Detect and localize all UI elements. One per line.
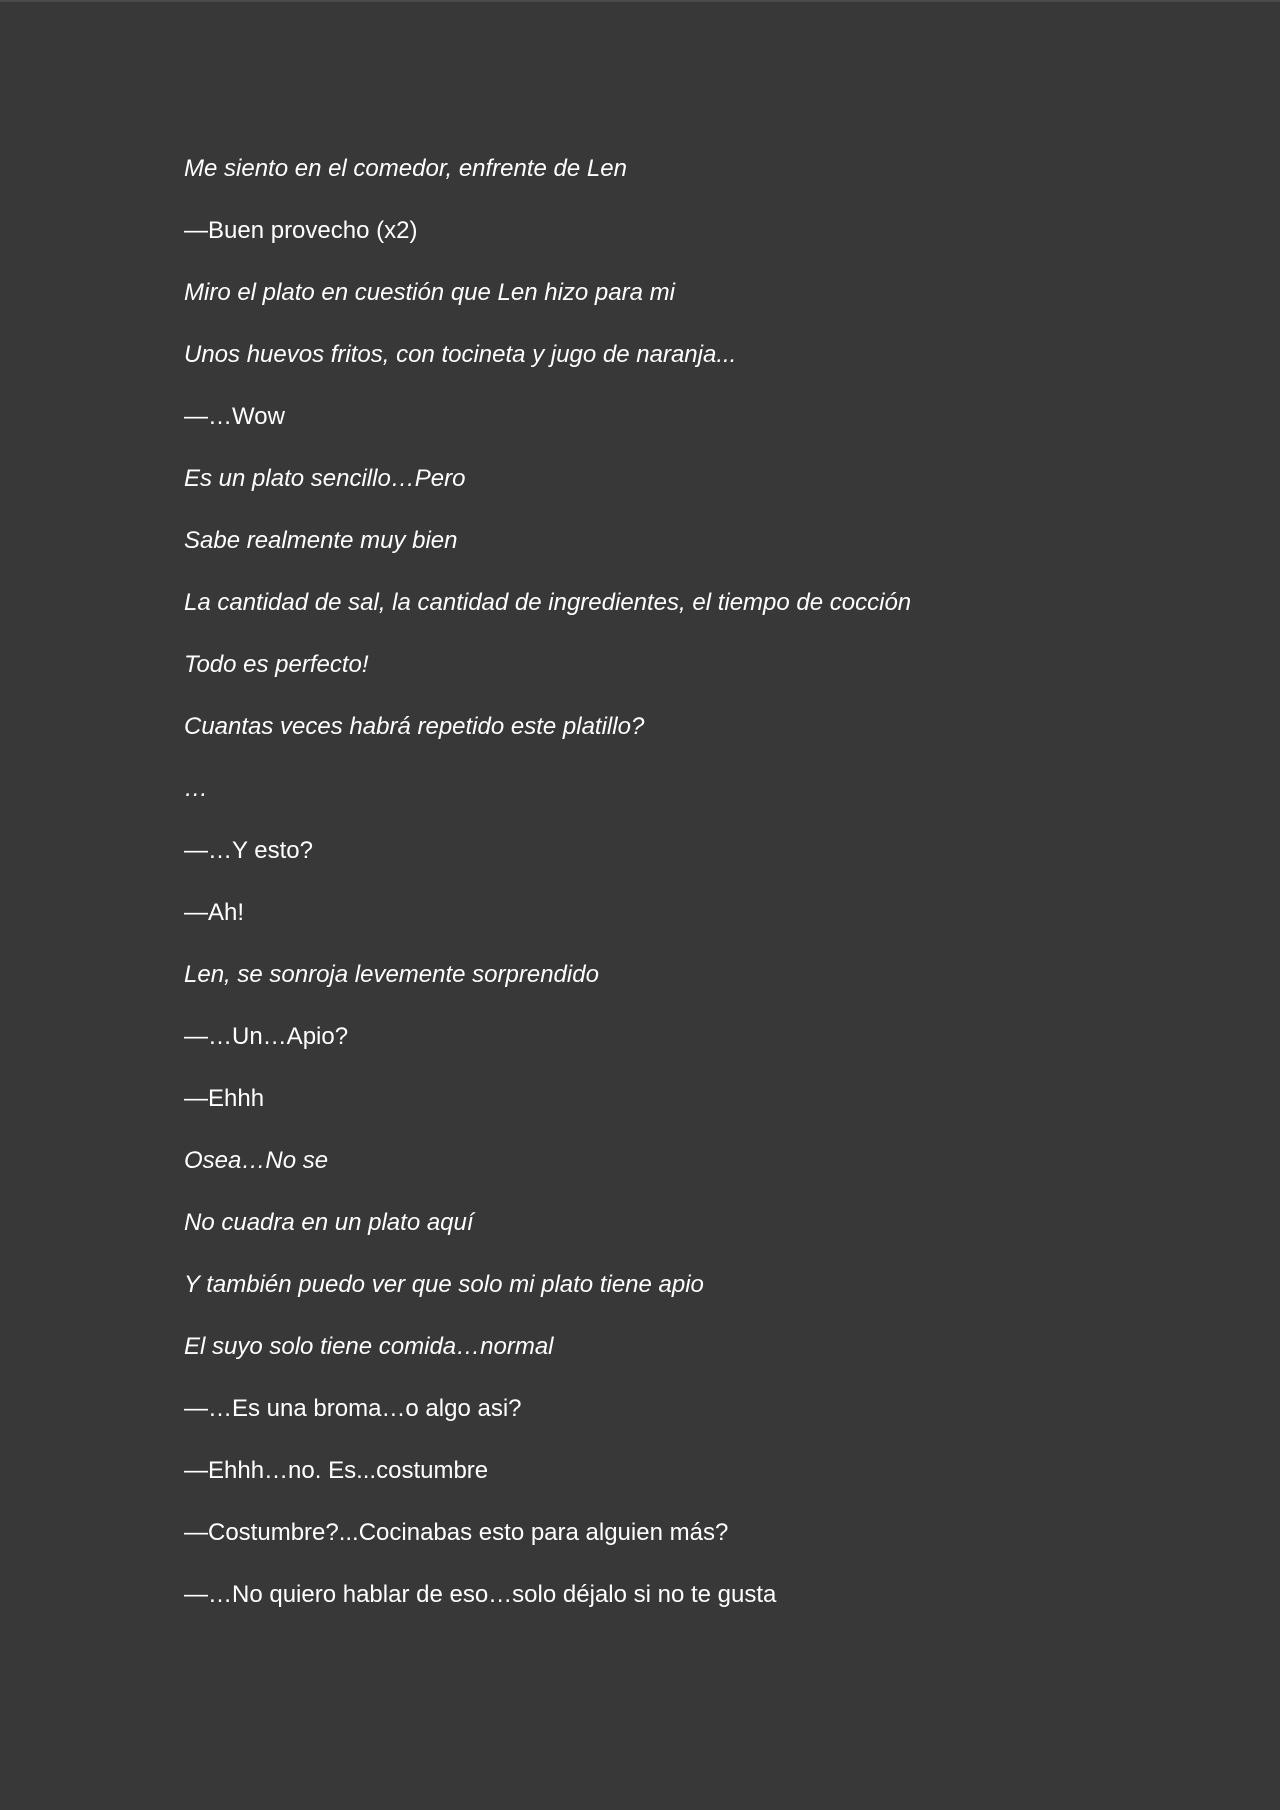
text-line-20: El suyo solo tiene comida…normal: [184, 1333, 554, 1360]
text-line-9: Todo es perfecto!: [184, 651, 369, 678]
text-line-18: No cuadra en un plato aquí: [184, 1209, 474, 1236]
text-line-12: —…Y esto?: [184, 837, 313, 864]
text-line-3: Miro el plato en cuestión que Len hizo para mi: [184, 279, 675, 306]
text-line-10: Cuantas veces habrá repetido este platillo?: [184, 713, 645, 740]
text-line-11: …: [184, 775, 208, 802]
text-line-7: Sabe realmente muy bien: [184, 527, 458, 554]
text-line-5: —…Wow: [184, 403, 285, 430]
text-line-17: Osea…No se: [184, 1147, 329, 1174]
text-line-16: —Ehhh: [184, 1085, 265, 1112]
text-line-6: Es un plato sencillo…Pero: [184, 465, 466, 492]
text-line-19: Y también puedo ver que solo mi plato tiene apio: [184, 1271, 704, 1298]
text-line-1: Me siento en el comedor, enfrente de Len: [184, 155, 627, 182]
text-line-4: Unos huevos fritos, con tocineta y jugo de naranja...: [184, 341, 737, 368]
text-line-14: Len, se sonroja levemente sorprendido: [184, 961, 599, 988]
text-line-8: La cantidad de sal, la cantidad de ingredientes, el tiempo de cocción: [184, 589, 912, 616]
text-line-13: —Ah!: [184, 899, 245, 926]
text-line-2: —Buen provecho (x2): [184, 217, 418, 244]
text-line-24: —…No quiero hablar de eso…solo déjalo si no te gusta: [184, 1581, 777, 1608]
text-line-23: —Costumbre?...Cocinabas esto para alguien más?: [184, 1519, 729, 1546]
text-line-21: —…Es una broma…o algo asi?: [184, 1395, 522, 1422]
text-line-15: —…Un…Apio?: [184, 1023, 349, 1050]
story-text: [184, 147, 1184, 1635]
text-line-22: —Ehhh…no. Es...costumbre: [184, 1457, 489, 1484]
